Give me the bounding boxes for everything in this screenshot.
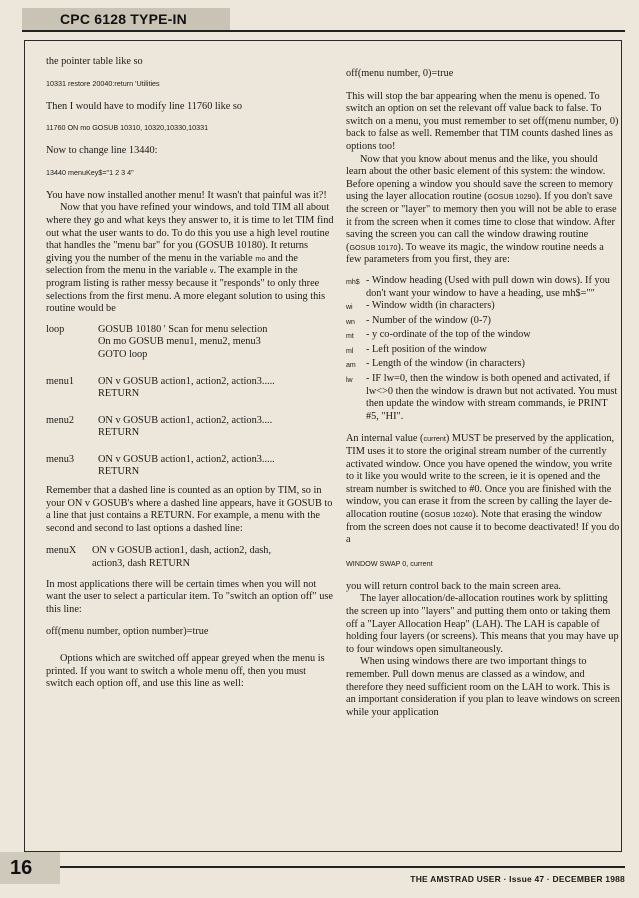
section-header: CPC 6128 TYPE-IN bbox=[22, 8, 230, 30]
param-desc: - Window width (in characters) bbox=[366, 300, 495, 312]
param-desc: - Left position of the window bbox=[366, 343, 487, 355]
paragraph: you will return control back to the main screen area. bbox=[346, 580, 562, 592]
routine-lines: ON v GOSUB action1, action2, action3.... RETURN bbox=[98, 414, 273, 439]
paragraph: In most applications there will be certain times when you will not want the user to select a particular item. To "switch an option off" use this line: bbox=[46, 578, 333, 615]
paragraph: An internal value (current) MUST be preserved by the application, TIM uses it to store the original stream number of the currently activated window. Once you have opened the window, you write to it like you would write to the screen, ie it is opened and the stream number is switched to #0. Once you are finished with the window, you can erase it from the screen by calling the layer de-allocation routine (GOSUB 10240). Note that erasing the window from the screen does not cause it to become deactivated! If you do a bbox=[346, 433, 620, 546]
param-desc: - y co-ordinate of the top of the window bbox=[366, 329, 531, 341]
param-key: am bbox=[346, 362, 356, 370]
routine-label: menu1 bbox=[46, 375, 75, 387]
paragraph: Now that you have refined your windows, and told TIM all about where they go and what keys they answer to, it is time to let TIM find out what the user wants to do. To do this you use a high level routine that handles the "menu bar" for you (GOSUB 10180). It returns giving you the number of the menu in the variable mo and the selection from the menu in the variable v. The example in the program listing is rather messy because it "responds" to only three selections from the first menu. A more elegant solution to using this routine would be bbox=[46, 202, 334, 315]
code-statement: off(menu number, 0)=true bbox=[346, 68, 454, 79]
paragraph: Now to change line 13440: bbox=[46, 145, 158, 157]
paragraph: Then I would have to modify line 11760 like so bbox=[46, 100, 243, 112]
paragraph: When using windows there are two important things to remember. Pull down menus are classed as a window, and therefore they need sufficient room on the LAH to work. This is an important consideration if you plan to leave windows on screen while your application bbox=[346, 656, 620, 718]
code-statement: off(menu number, option number)=true bbox=[46, 626, 209, 638]
routine-label: loop bbox=[46, 323, 65, 335]
code-line: 13440 menuKey$="1 2 3 4" bbox=[46, 167, 134, 177]
paragraph: You have now installed another menu! It wasn't that painful was it?! bbox=[46, 189, 327, 201]
routine-lines: ON v GOSUB action1, action2, action3..... RETURN bbox=[98, 375, 275, 400]
code-line: 10331 restore 20040:return 'Utilities bbox=[46, 78, 160, 88]
code-line: 11760 ON mo GOSUB 10310, 10320,10330,10331 bbox=[46, 123, 209, 133]
routine-lines: ON v GOSUB action1, action2, action3..... RETURN bbox=[98, 453, 275, 478]
header-rule bbox=[22, 30, 625, 32]
paragraph: Remember that a dashed line is counted as an option by TIM, so in your ON v GOSUB's where a dashed line appears, have it GOSUB to a line that just contains a RETURN. For example, a menu with the second and second to last options a dashed line: bbox=[46, 485, 333, 534]
param-desc: - Number of the window (0-7) bbox=[366, 314, 491, 326]
param-key: wi bbox=[346, 304, 353, 312]
param-key: wn bbox=[346, 318, 355, 326]
footer-rule bbox=[60, 866, 625, 868]
code-line: WINDOW SWAP 0, current bbox=[346, 558, 433, 568]
routine-label: menuX bbox=[46, 545, 77, 557]
menux-listing bbox=[46, 545, 271, 570]
window-parameters bbox=[346, 275, 620, 424]
param-key: mh$ bbox=[346, 278, 360, 286]
page-number: 16 bbox=[0, 852, 60, 884]
paragraph: This will stop the bar appearing when the menu is opened. To switch an option on set the relevant off value back to false. To switch on a menu, you must remember to set off(menu number, 0) back to false as well. Remember that TIM counts dashed lines as options too! bbox=[346, 90, 619, 152]
routine-label: menu3 bbox=[46, 453, 75, 465]
paragraph: Now that you know about menus and the like, you should learn about the other basic element of this system: the window. Before opening a window you should save the screen to memory using the layer allocation routine (GOSUB 10290). If you don't save the screen or "layer" to memory then you will not be able to erase it from the screen when it comes time to close that window. After saving the screen you can call the window drawing routine (GOSUB 10170). To weave its magic, the window routine needs a few parameters from you first, they are: bbox=[346, 153, 617, 266]
paragraph: the pointer table like so bbox=[46, 56, 143, 67]
param-key: lw bbox=[346, 377, 353, 385]
left-column bbox=[46, 56, 334, 691]
routine-lines: ON v GOSUB action1, dash, action2, dash, action3, dash RETURN bbox=[92, 545, 272, 570]
routine-label: menu2 bbox=[46, 414, 75, 426]
param-key: ml bbox=[346, 347, 354, 355]
footer-text: THE AMSTRAD USER · Issue 47 · DECEMBER 1988 bbox=[410, 874, 625, 884]
param-desc: - Window heading (Used with pull down win dows). If you don't want your window to have a heading, use mh$="" bbox=[366, 274, 610, 299]
paragraph: The layer allocation/de-allocation routines work by splitting the screen up into "layers" and putting them onto or taking them off a "Layer Allocation Heap" (LAH). The LAH is capable of holding four layers (or screens). This means that you may have up to four windows open simultaneously. bbox=[346, 593, 619, 655]
menu-routine-listing bbox=[46, 324, 275, 479]
param-key: mt bbox=[346, 333, 354, 341]
paragraph: Options which are switched off appear greyed when the menu is printed. If you want to switch a whole menu off, then you must switch each option off, and use this line as well: bbox=[46, 653, 325, 690]
param-desc: - IF lw=0, then the window is both opened and activated, if lw<>0 then the window is drawn but not activated. You must then update the window with stream commands, ie PRINT #5, "HI". bbox=[366, 373, 618, 422]
routine-lines: GOSUB 10180 ' Scan for menu selection On mo GOSUB menu1, menu2, menu3 GOTO loop bbox=[98, 323, 268, 360]
right-column bbox=[346, 68, 620, 719]
param-desc: - Length of the window (in characters) bbox=[366, 358, 525, 370]
